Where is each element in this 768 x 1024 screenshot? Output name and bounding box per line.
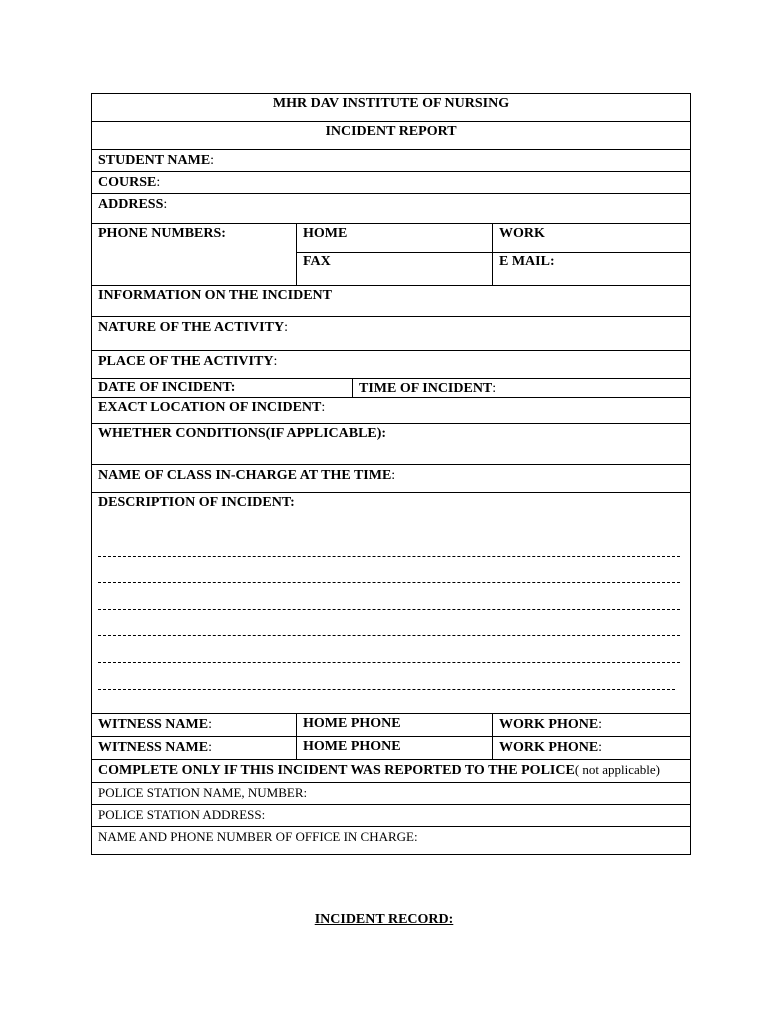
witness-name-field[interactable]: WITNESS NAME: — [98, 740, 212, 755]
phone-numbers-label: PHONE NUMBERS: — [98, 226, 226, 241]
course-label: COURSE: — [98, 175, 161, 190]
weather-row[interactable] — [92, 424, 690, 465]
police-station-name-row[interactable] — [92, 783, 690, 805]
student-name-row[interactable] — [92, 150, 690, 172]
info-section-row — [92, 286, 690, 317]
witness-row — [92, 714, 690, 737]
location-row[interactable] — [92, 398, 690, 424]
police-station-address-row[interactable] — [92, 805, 690, 827]
student-name-label: STUDENT NAME: — [98, 153, 215, 168]
nature-row[interactable] — [92, 317, 690, 351]
description-line[interactable] — [98, 556, 680, 557]
class-incharge-row[interactable] — [92, 465, 690, 493]
description-line[interactable] — [98, 582, 680, 583]
work-phone-field[interactable]: WORK — [499, 226, 545, 241]
home-phone-field[interactable]: HOME — [303, 226, 348, 241]
description-line[interactable] — [98, 635, 680, 636]
description-label: DESCRIPTION OF INCIDENT: — [98, 495, 295, 510]
description-row[interactable] — [92, 493, 690, 714]
witness-work-phone-field[interactable]: WORK PHONE: — [499, 740, 603, 755]
place-label: PLACE OF THE ACTIVITY: — [98, 354, 278, 369]
weather-label: WHETHER CONDITIONS(IF APPLICABLE): — [98, 426, 387, 441]
title-row — [92, 122, 690, 150]
description-line[interactable] — [98, 662, 680, 663]
report-title: INCIDENT REPORT — [325, 124, 457, 139]
not-applicable-note: ( not applicable) — [574, 762, 660, 777]
police-heading-row — [92, 760, 690, 783]
date-field[interactable]: DATE OF INCIDENT: — [98, 380, 236, 395]
institute-row — [92, 94, 690, 122]
address-row[interactable] — [92, 194, 690, 224]
police-station-name-label: POLICE STATION NAME, NUMBER: — [98, 785, 308, 800]
description-line[interactable] — [98, 609, 680, 610]
email-field[interactable]: E MAIL: — [499, 254, 555, 269]
witness-row — [92, 737, 690, 760]
incident-report-form — [91, 93, 691, 855]
institute-name: MHR DAV INSTITUTE OF NURSING — [272, 96, 510, 111]
class-incharge-label: NAME OF CLASS IN-CHARGE AT THE TIME: — [98, 468, 396, 483]
police-station-address-label: POLICE STATION ADDRESS: — [98, 807, 266, 822]
witness-work-phone-field[interactable]: WORK PHONE: — [499, 717, 603, 732]
police-heading: COMPLETE ONLY IF THIS INCIDENT WAS REPORTED TO THE POLICE( not applicable) — [98, 762, 660, 778]
info-section-heading: INFORMATION ON THE INCIDENT — [98, 288, 333, 303]
location-label: EXACT LOCATION OF INCIDENT: — [98, 400, 326, 415]
phone-block — [92, 224, 690, 286]
course-row[interactable] — [92, 172, 690, 194]
witness-name-field[interactable]: WITNESS NAME: — [98, 717, 212, 732]
nature-label: NATURE OF THE ACTIVITY: — [98, 320, 288, 335]
fax-field[interactable]: FAX — [303, 254, 331, 269]
date-time-row — [92, 379, 690, 398]
time-field[interactable]: TIME OF INCIDENT: — [359, 381, 497, 396]
witness-home-phone-field[interactable]: HOME PHONE — [303, 716, 401, 731]
office-incharge-row[interactable] — [92, 827, 690, 854]
office-incharge-label: NAME AND PHONE NUMBER OF OFFICE IN CHARGE: — [98, 829, 418, 844]
description-line[interactable] — [98, 689, 675, 690]
address-label: ADDRESS: — [98, 197, 168, 212]
place-row[interactable] — [92, 351, 690, 379]
witness-home-phone-field[interactable]: HOME PHONE — [303, 739, 401, 754]
incident-record-heading: INCIDENT RECORD: — [314, 912, 454, 927]
